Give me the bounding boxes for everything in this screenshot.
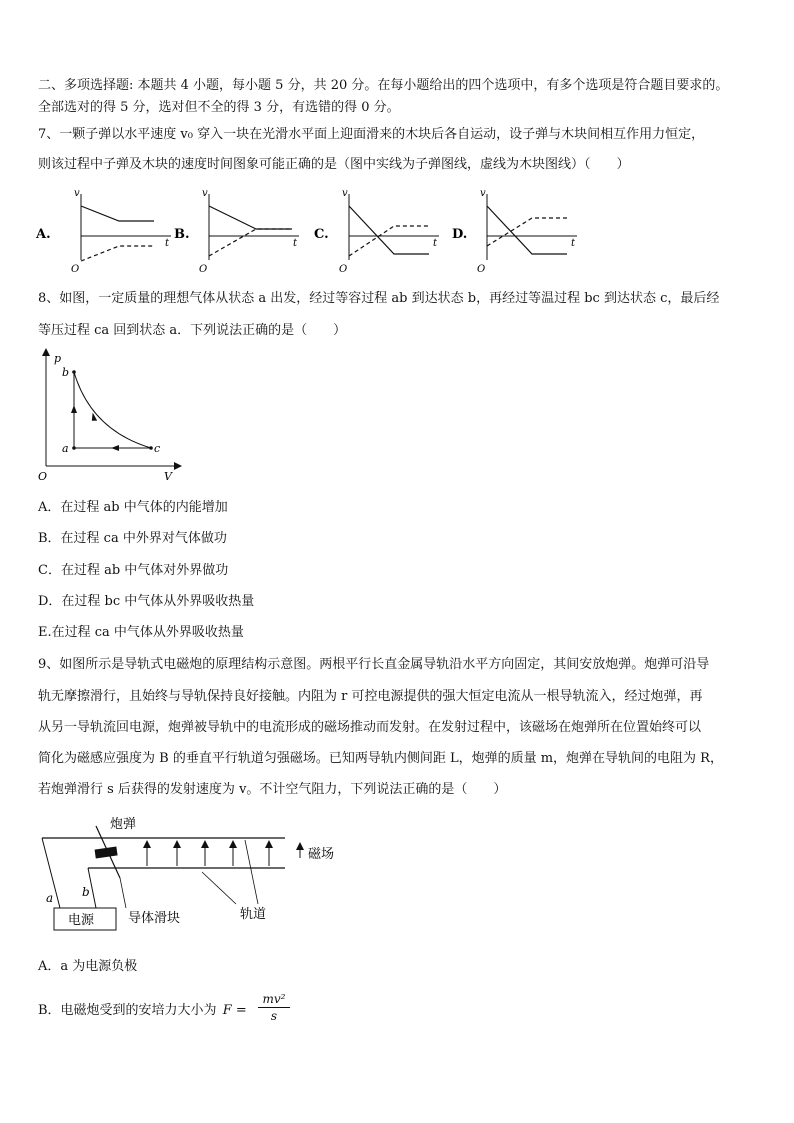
q7-graph-c <box>314 186 464 276</box>
q7-graph-a <box>36 186 186 276</box>
q7-graph-a-o: O <box>71 264 80 275</box>
q7-graph-b-v: v <box>202 188 208 199</box>
shell-block <box>95 847 118 859</box>
wire-a-label: a <box>46 891 54 905</box>
q7-graph-d-block-line <box>487 218 567 246</box>
rail-label: 轨道 <box>240 907 267 922</box>
wire-b-label: b <box>82 885 90 899</box>
q9-option-b-f: F = <box>222 1003 247 1018</box>
slider-label: 导体滑块 <box>128 911 181 926</box>
q7-graph-b-label: B. <box>174 227 190 242</box>
q7-graph-c-v: v <box>342 188 348 199</box>
q8-axis-p: p <box>54 352 62 365</box>
q8-point-c: c <box>154 442 161 455</box>
q7-graph-b-t: t <box>293 238 298 249</box>
q8-origin: O <box>38 470 48 483</box>
q8-point-b: b <box>62 366 70 379</box>
q7-graph-d-bullet-line <box>487 206 567 254</box>
source-label: 电源 <box>68 913 95 928</box>
q9-option-b-denominator: s <box>270 1009 278 1023</box>
q8-option-a: A．在过程 ab 中气体的内能增加 <box>38 500 228 515</box>
q9-option-b-fraction <box>258 991 290 1024</box>
section-instructions-line1: 二、多项选择题: 本题共 4 小题，每小题 5 分，共 20 分。在每小题给出的四个选项中，有多个选项是符合题目要求的。 <box>38 78 729 93</box>
q9-option-b-text: B．电磁炮受到的安培力大小为 <box>38 1003 217 1018</box>
q9-stem-line3: 从另一导轨流回电源，炮弹被导轨中的电流形成的磁场推动而发射。在发射过程中，该磁场在炮弹所在位置始终可以 <box>38 720 702 735</box>
section-instructions-line2: 全部选对的得 5 分，选对但不全的得 3 分，有选错的得 0 分。 <box>38 100 400 115</box>
q7-graph-c-block-line <box>349 226 429 256</box>
shell-label: 炮弹 <box>110 817 137 832</box>
q8-stem-line2: 等压过程 ca 回到状态 a．下列说法正确的是（ ） <box>38 323 347 338</box>
q7-graph-c-bullet-line <box>349 206 429 254</box>
q8-stem-line1: 8、如图，一定质量的理想气体从状态 a 出发，经过等容过程 ab 到达状态 b，再经过等温过程 bc 到达状态 c，最后经 <box>38 291 720 306</box>
q8-axis-v: V <box>164 470 172 483</box>
q8-option-d: D．在过程 bc 中气体从外界吸收热量 <box>38 594 255 609</box>
q7-graph-d <box>452 186 602 276</box>
q7-graph-d-v: v <box>480 188 486 199</box>
q7-graph-a-t: t <box>165 238 170 249</box>
q7-graph-a-bullet-line <box>81 206 154 221</box>
q7-stem-line1: 7、一颗子弹以水平速度 v₀ 穿入一块在光滑水平面上迎面滑来的木块后各自运动，设子弹与木块间相互作用力恒定， <box>38 127 705 142</box>
q7-graph-b <box>174 186 324 276</box>
q7-graph-c-t: t <box>433 238 438 249</box>
q7-graph-b-block-line <box>209 229 292 256</box>
q9-option-b-numerator: mv² <box>258 991 290 1008</box>
q9-stem-line5: 若炮弹滑行 s 后获得的发射速度为 v。不计空气阻力，下列说法正确的是（ ） <box>38 782 507 797</box>
q9-railgun-diagram <box>40 812 340 932</box>
q9-stem-line2: 轨无摩擦滑行，且始终与导轨保持良好接触。内阻为 r 可控电源提供的强大恒定电流从一根导轨流入，经过炮弹，再 <box>38 689 703 704</box>
q7-stem-line2: 则该过程中子弹及木块的速度时间图象可能正确的是（图中实线为子弹图线，虚线为木块图线）（ ） <box>38 157 630 172</box>
q7-graph-c-label: C. <box>314 227 329 242</box>
q9-stem-line1: 9、如图所示是导轨式电磁炮的原理结构示意图。两根平行长直金属导轨沿水平方向固定，其间安放炮弹。炮弹可沿导 <box>38 657 710 672</box>
q7-graph-d-label: D. <box>452 227 468 242</box>
q8-option-e: E.在过程 ca 中气体从外界吸收热量 <box>38 625 244 640</box>
q8-pv-diagram <box>36 350 186 483</box>
q7-graph-b-bullet-line <box>209 206 292 229</box>
q7-graph-a-label: A. <box>36 227 51 242</box>
q7-graph-c-o: O <box>339 264 348 275</box>
field-label: 磁场 <box>308 847 335 862</box>
q7-graph-a-v: v <box>74 188 80 199</box>
q7-graph-b-o: O <box>199 264 208 275</box>
q9-option-a: A．a 为电源负极 <box>38 959 138 974</box>
q9-option-b <box>38 1002 247 1020</box>
q7-graph-d-t: t <box>571 238 576 249</box>
q8-option-c: C．在过程 ab 中气体对外界做功 <box>38 563 229 578</box>
q7-graph-a-block-line <box>81 246 154 261</box>
q8-option-b: B．在过程 ca 中外界对气体做功 <box>38 531 227 546</box>
q8-point-a: a <box>62 442 69 455</box>
q9-stem-line4: 简化为磁感应强度为 B 的垂直平行轨道匀强磁场。已知两导轨内侧间距 L，炮弹的质量 m，炮弹在导轨间的电阻为 R， <box>38 751 723 766</box>
q7-graph-d-o: O <box>477 264 486 275</box>
